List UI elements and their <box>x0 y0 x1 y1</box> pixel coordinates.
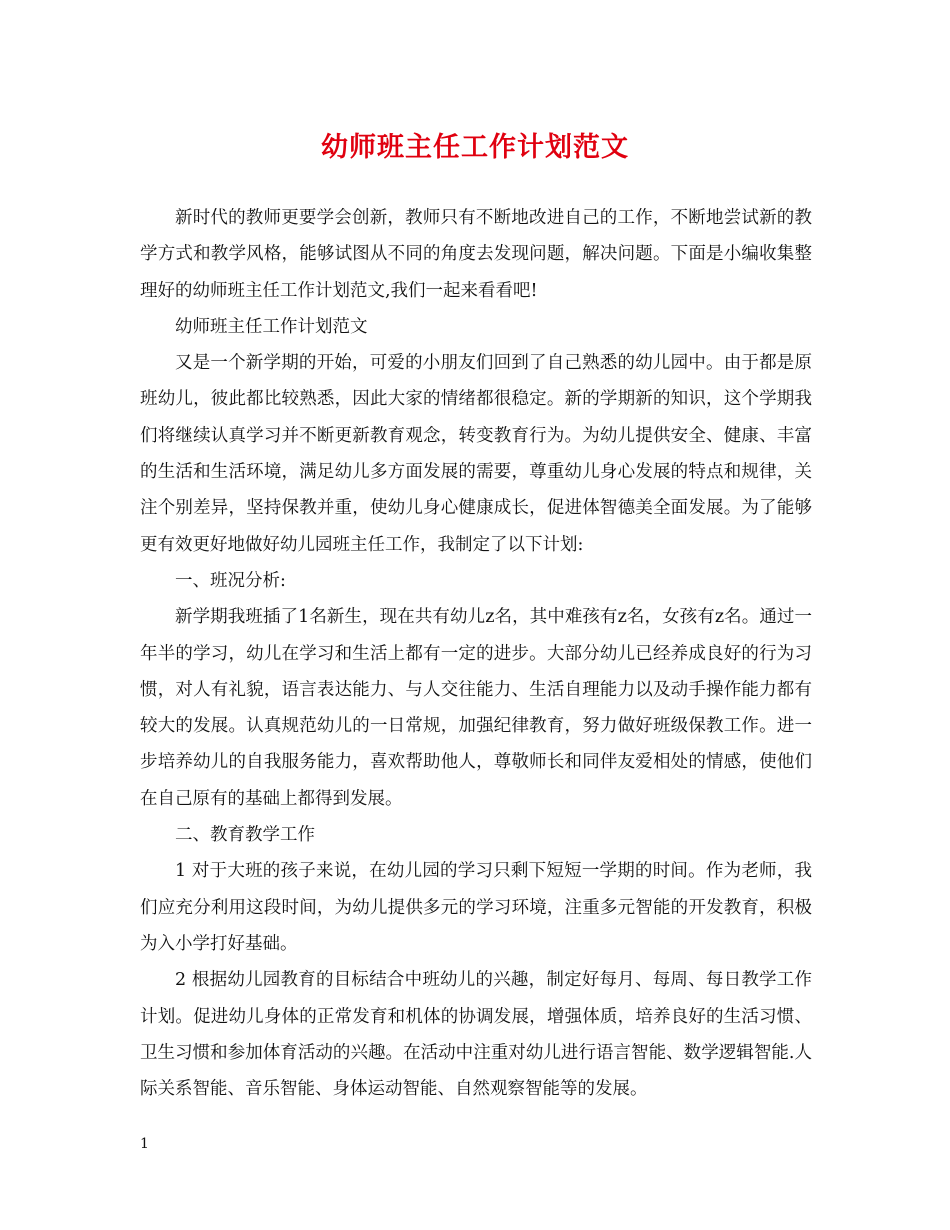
page-number: 1 <box>140 1136 149 1152</box>
document-body <box>140 200 812 1107</box>
intro-paragraph: 新时代的教师更要学会创新，教师只有不断地改进自己的工作，不断地尝试新的教学方式和教学风格，能够试图从不同的角度去发现问题，解决问题。下面是小编收集整理好的幼师班主任工作计划范文,我们一起来看看吧! <box>140 208 812 301</box>
section-heading-class-analysis: 一、班况分析: <box>175 570 286 591</box>
teaching-item-2: 2 根据幼儿园教育的目标结合中班幼儿的兴趣，制定好每月、每周、每日教学工作计划。促进幼儿身体的正常发育和机体的协调发展，增强体质，培养良好的生活习惯、卫生习惯和参加体育活动的兴趣。在活动中注重对幼儿进行语言智能、数学逻辑智能.人际关系智能、音乐智能、身体运动智能、自然观察智能等的发展。 <box>140 970 812 1100</box>
section-heading-teaching-work: 二、教育教学工作 <box>175 825 315 846</box>
teaching-item-1: 1 对于大班的孩子来说，在幼儿园的学习只剩下短短一学期的时间。作为老师，我们应充分利用这段时间，为幼儿提供多元的学习环境，注重多元智能的开发教育，积极为入小学打好基础。 <box>140 861 812 954</box>
document-title: 幼师班主任工作计划范文 <box>321 132 629 163</box>
opening-paragraph: 又是一个新学期的开始，可爱的小朋友们回到了自己熟悉的幼儿园中。由于都是原班幼儿，彼此都比较熟悉，因此大家的情绪都很稳定。新的学期新的知识，这个学期我们将继续认真学习并不断更新教育观念，转变教育行为。为幼儿提供安全、健康、丰富的生活和生活环境，满足幼儿多方面发展的需要，尊重幼儿身心发展的特点和规律，关注个别差异，坚持保教并重，使幼儿身心健康成长，促进体智德美全面发展。为了能够更有效更好地做好幼儿园班主任工作，我制定了以下计划: <box>140 353 812 555</box>
class-analysis-paragraph: 新学期我班插了1名新生，现在共有幼儿z名，其中难孩有z名，女孩有z名。通过一年半的学习，幼儿在学习和生活上都有一定的进步。大部分幼儿已经养成良好的行为习惯，对人有礼貌，语言表达能力、与人交往能力、生活自理能力以及动手操作能力都有较大的发展。认真规范幼儿的一日常规，加强纪律教育，努力做好班级保教工作。进一步培养幼儿的自我服务能力，喜欢帮助他人，尊敬师长和同伴友爱相处的情感，使他们在自己原有的基础上都得到发展。 <box>140 607 812 809</box>
subtitle-paragraph: 幼师班主任工作计划范文 <box>175 316 368 337</box>
